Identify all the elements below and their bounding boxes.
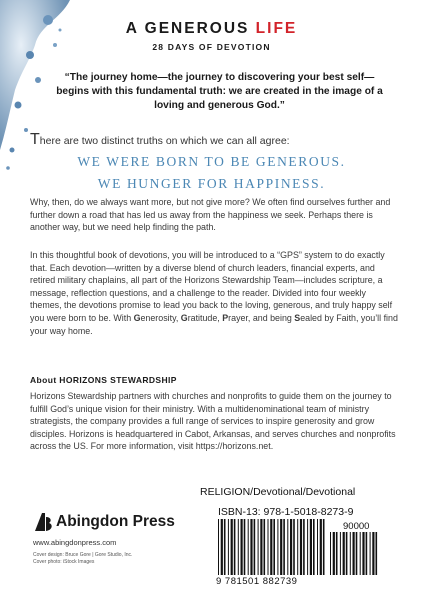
barcode-bar bbox=[310, 519, 312, 575]
pull-quote: “The journey home—the journey to discovering your best self—begins with this fundamental truth: we are created in the image of a loving and generous God.” bbox=[56, 72, 383, 111]
barcode-bar bbox=[287, 519, 288, 575]
barcode-bar bbox=[330, 532, 331, 575]
barcode-bar bbox=[293, 519, 295, 575]
barcode-bar bbox=[231, 519, 233, 575]
barcode-bar bbox=[366, 532, 368, 575]
barcode-bar bbox=[346, 532, 348, 575]
abingdon-logo-icon bbox=[33, 511, 53, 533]
gps-letter-p: P bbox=[222, 312, 229, 323]
barcode-bar bbox=[297, 519, 298, 575]
barcode-bar bbox=[273, 519, 275, 575]
isbn-barcode bbox=[218, 519, 326, 575]
barcode-bar bbox=[250, 519, 252, 575]
barcode-bar bbox=[340, 532, 341, 575]
barcode-bar bbox=[283, 519, 285, 575]
barcode-bar bbox=[323, 519, 325, 575]
barcode-bar bbox=[268, 519, 269, 575]
barcode-bar bbox=[228, 519, 229, 575]
barcode-digits: 9 781501 882739 bbox=[216, 576, 298, 587]
bisac-category: RELIGION/Devotional/Devotional bbox=[200, 486, 356, 498]
barcode-bar bbox=[360, 532, 361, 575]
barcode-bar bbox=[300, 519, 302, 575]
barcode-bar bbox=[320, 519, 322, 575]
barcode-bar bbox=[238, 519, 239, 575]
barcode-bar bbox=[350, 532, 351, 575]
barcode-bar bbox=[218, 519, 219, 575]
publisher-name: Abingdon Press bbox=[56, 513, 175, 530]
barcode-bar bbox=[264, 519, 266, 575]
intro-dropcap: T bbox=[30, 131, 40, 148]
barcode-bar bbox=[313, 519, 315, 575]
paragraph2-main: In this thoughtful book of devotions, you will be introduced to a “GPS” system to do exactly that. Each devotion—written by a diverse blend of church leaders, financial experts, and retired military chaplains, all part of the Horizons Stewardship Team—includes scripture, a message, reflection questions, and a challenge to the reader. Divided into four weekly themes, the devotions promise to lead you back to the loving, generous, and truly happy self you were born to be. With bbox=[30, 250, 393, 323]
barcode-bar bbox=[370, 532, 371, 575]
body-paragraph-2 bbox=[30, 249, 399, 337]
barcode-bar bbox=[333, 532, 335, 575]
credit-design: Cover design: Bruce Gore | Gore Studio, Inc. bbox=[33, 552, 133, 558]
barcode-bar bbox=[303, 519, 305, 575]
barcode-bar bbox=[254, 519, 256, 575]
paragraph2-generosity: enerosity, bbox=[140, 312, 181, 323]
barcode-bar bbox=[362, 532, 364, 575]
paragraph2-gratitude: ratitude, bbox=[187, 312, 223, 323]
gps-letter-s: S bbox=[294, 312, 301, 323]
barcode-bar bbox=[356, 532, 358, 575]
about-heading: About HORIZONS STEWARDSHIP bbox=[30, 375, 177, 385]
book-subtitle: 28 DAYS OF DEVOTION bbox=[152, 42, 271, 52]
barcode-bar bbox=[221, 519, 223, 575]
barcode-bar bbox=[290, 519, 292, 575]
barcode-bar bbox=[244, 519, 246, 575]
barcode-bar bbox=[248, 519, 249, 575]
cover-credits bbox=[33, 552, 132, 566]
book-title-part1: A GENEROUS bbox=[125, 20, 256, 37]
price-code: 90000 bbox=[343, 521, 370, 532]
barcode-bar bbox=[241, 519, 243, 575]
book-title-accent: LIFE bbox=[255, 20, 298, 37]
paragraph2-prayer: rayer, and being bbox=[228, 312, 295, 323]
barcode-bar bbox=[270, 519, 272, 575]
publisher-logo bbox=[33, 511, 175, 533]
credit-photo: Cover photo: iStock Images bbox=[33, 559, 95, 565]
barcode-bar bbox=[260, 519, 262, 575]
barcode-bar bbox=[372, 532, 374, 575]
book-title bbox=[0, 20, 423, 38]
barcode-bar bbox=[277, 519, 278, 575]
publisher-url: www.abingdonpress.com bbox=[33, 538, 117, 547]
gps-letter-g: G bbox=[133, 312, 141, 323]
barcode-bar bbox=[234, 519, 236, 575]
body-paragraph-1: Why, then, do we always want more, but not give more? We often find ourselves further and further down a road that has led us away from the happiness we seek. Perhaps there is another way, but we need help finding the path. bbox=[30, 197, 391, 233]
truth-line-1: WE WERE BORN TO BE GENEROUS. bbox=[77, 154, 346, 169]
intro-text: here are two distinct truths on which we can all agree: bbox=[39, 135, 290, 147]
barcode-bar bbox=[336, 532, 338, 575]
isbn-number: ISBN-13: 978-1-5018-8273-9 bbox=[218, 506, 354, 518]
truths-block bbox=[0, 151, 423, 195]
barcode-bar bbox=[353, 532, 355, 575]
gps-letter-g2: G bbox=[180, 312, 188, 323]
barcode-bar bbox=[376, 532, 378, 575]
barcode-bar bbox=[258, 519, 259, 575]
about-paragraph: Horizons Stewardship partners with churches and nonprofits to guide them on the journey to fulfill God’s unique vision for their ministry. With a multidenominational team of ministry strategists, the company provides a full range of services to inspire generosity and grow disciples. Horizons is headquartered in Cabot, Arkansas, and serves churches and nonprofits across the US. For more information, visit https://horizons.net. bbox=[30, 391, 396, 452]
barcode-bar bbox=[307, 519, 308, 575]
price-barcode bbox=[330, 532, 378, 575]
intro-line bbox=[30, 131, 403, 149]
barcode-bar bbox=[317, 519, 318, 575]
paragraph2-sealed: ealed by Faith, you’ll find your way home. bbox=[30, 312, 398, 336]
barcode-bar bbox=[280, 519, 282, 575]
barcode-bar bbox=[224, 519, 226, 575]
truth-line-2: WE HUNGER FOR HAPPINESS. bbox=[97, 176, 326, 191]
barcode-bar bbox=[343, 532, 345, 575]
